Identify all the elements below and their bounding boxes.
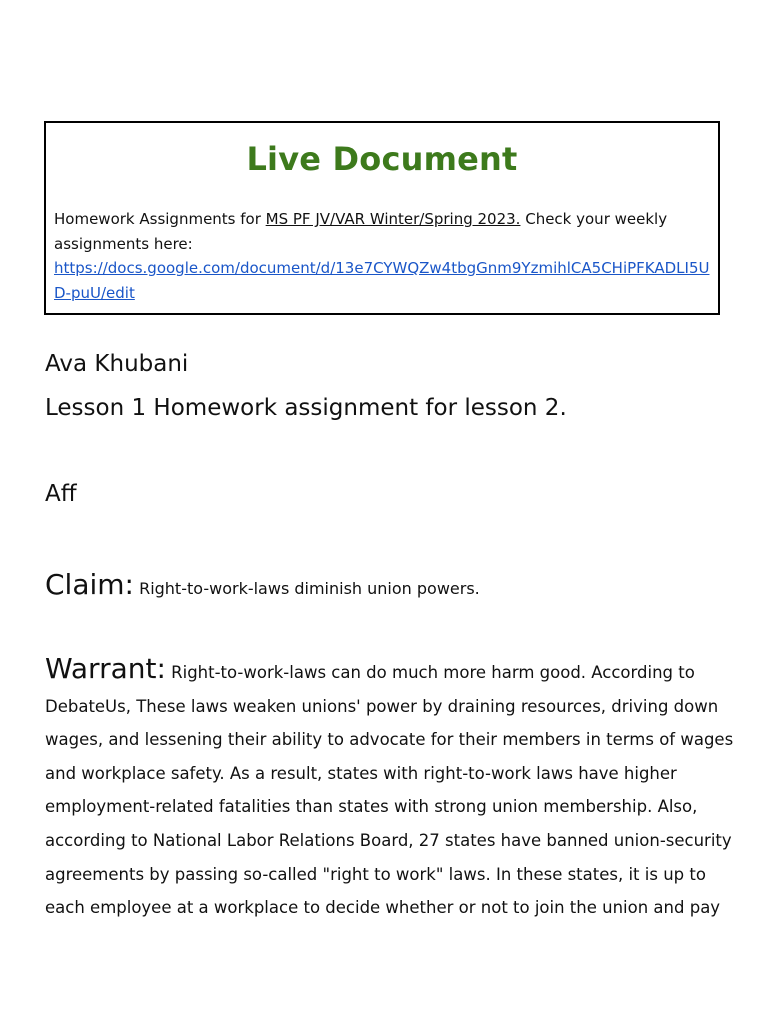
lesson-heading: Lesson 1 Homework assignment for lesson 2. [45,395,567,421]
warrant-paragraph [45,652,735,925]
claim-paragraph [45,567,480,607]
intro-suffix: Check your weekly assignments here: [54,210,668,253]
debate-side: Aff [45,481,77,507]
live-document-intro [54,207,710,305]
assignments-link[interactable]: https://docs.google.com/document/d/13e7CYWQZw4tbgGnm9YzmihlCA5CHiPFKADLI5UD-puU/edit [54,259,710,302]
claim-text: Right-to-work-laws diminish union powers. [133,579,480,598]
author-name: Ava Khubani [45,351,189,377]
intro-prefix: Homework Assignments for [54,210,266,228]
warrant-label: Warrant: [45,652,166,685]
live-document-box [44,121,720,315]
live-document-title: Live Document [246,140,518,178]
claim-label: Claim: [45,568,134,601]
warrant-text: Right-to-work-laws can do much more harm good. According to DebateUs, These laws weaken unions' power by draining resources, driving down wages, and lessening their ability to advocate for their members in terms of wages and workplace safety. As a result, states with right-to-work laws have higher employment-related fatalities than states with strong union membership. Also, according to National Labor Relations Board, 27 states have banned union-security agreements by passing so-called "right to work" laws. In these states, it is up to each employee at a workplace to decide whether or not to join the union and pay [45,663,734,918]
course-name: MS PF JV/VAR Winter/Spring 2023. [265,210,521,228]
